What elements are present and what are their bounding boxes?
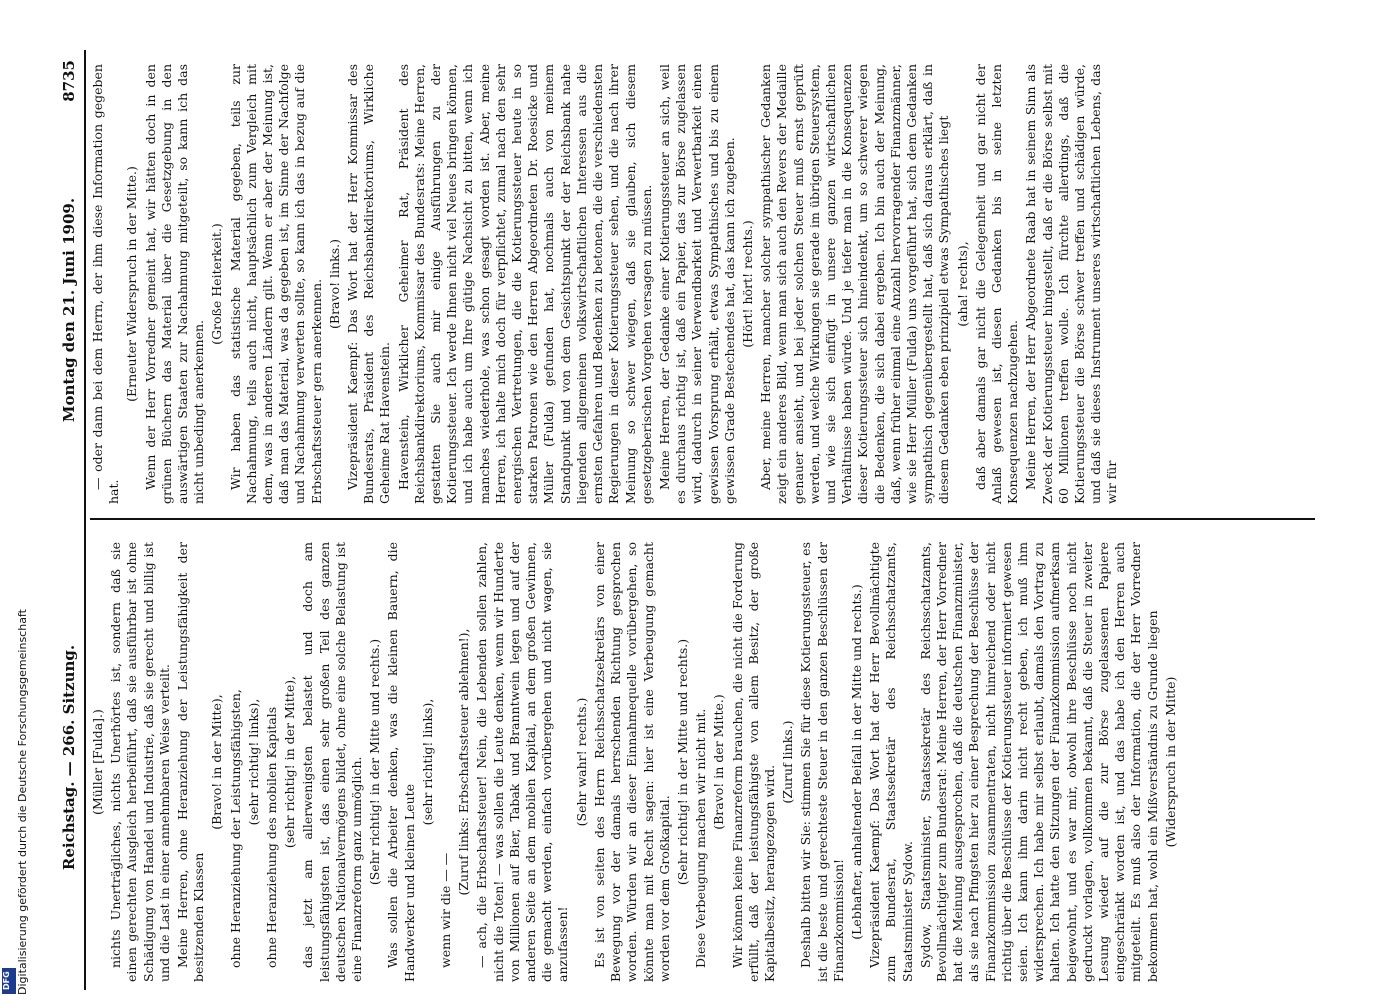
dfg-logo (2, 968, 16, 994)
digitization-credit-text: Digitalisierung gefördert durch die Deutsche Forschungsgemeinschaft (16, 609, 29, 995)
paragraph: Deshalb bitten wir Sie: stimmen Sie für diese Kotierungssteuer, es ist die beste und gerechteste Steuer in den ganzen Beschlüssen der Finanzkommission! (798, 542, 846, 982)
paragraph: Aber, meine Herren, mancher solcher sympathischer Gedanken zeigt ein anderes Bild, wenn man sich auch den Revers der Medaille genauer ansieht, und bei jeder solchen Steuer muß ernst geprüft werden, und welche Wirkungen sie gerade im übrigen Steuersystem, und wie sie sich einfügt in unsere ganzen wirtschaftlichen Verhältnisse haben würde. Und je tiefer man in die Konsequenzen dieser Kotierungssteuer sich hineindenkt, um so schwerer wiegen die Bedenken, die sich dabei ergeben. Ich bin auch der Meinung, daß, wenn früher einmal eine Anzahl hervorragender Finanzmänner, wie sie Herr Müller (Fulda) uns vorgeführt hat, sich dem Gedanken sympathisch gegenübergestellt hat, daß sich daraus erklärt, daß in diesem Gedanken eben prinzipiell etwas Sympathisches liegt (758, 64, 952, 504)
header-right-text: Montag den 21. Juni 1909. (60, 197, 78, 423)
paragraph: wenn wir die — — (438, 852, 454, 968)
speaker-continuation: (Müller [Fulda].) (90, 709, 105, 815)
paragraph: Vizepräsident Kaempf: Das Wort hat der Herr Bevollmächtigte zum Bundesrat, Staatssekretär des Reichsschatzamts, Staatsminister Sydow. (867, 542, 915, 982)
header-left-text: Reichstag. — 266. Sitzung. (60, 644, 78, 871)
paragraph: (Hört! hört! rechts.) (739, 220, 755, 348)
dfg-logo-text: DFG (2, 971, 11, 990)
paragraph: (aha! rechts), (954, 241, 970, 327)
paragraph: (sehr richtig! in der Mitte), (282, 675, 298, 849)
paragraph: Wir können keine Finanzreform brauchen, die nicht die Forderung erfüllt, daß der leistungsfähigste von allem Besitz, der große Kapitalbesitz, herangezogen wird. (729, 542, 777, 982)
paragraph: Vizepräsident Kaempf: Das Wort hat der Herr Kommissar des Bundesrats, Präsident des Reichsbankdirektoriums, Wirkliche Geheime Rat Havenstein. (345, 64, 393, 504)
paragraph: — oder dann bei dem Herrn, der ihm diese Information gegeben hat. (90, 64, 122, 504)
paragraph: nichts Unerträgliches, nichts Unerhörtes ist, sondern daß sie einen gerechten Ausgleich herbeiführt, daß sie ausführbar ist ohne Schädigung von Handel und Industrie, daß sie gerecht und billig ist und die Last in einer annehmbaren Weise verteilt. (108, 542, 172, 982)
paragraph: Sydow, Staatsminister, Staatssekretär des Reichsschatzamts, Bevollmächtigter zum Bundesrat: Meine Herren, der Herr Vorredner hat die Meinung ausgesprochen, daß die deutschen Finanzminister, als sie nach Pfingsten hier zu einer Besprechung der Beschlüsse der Finanzkommission zusammentraten, nicht hinreichend oder nicht richtig über die Beschlüsse der Kotierungssteuer informiert gewesen seien. Ich kann ihm darin nicht recht geben, ich muß ihm widersprechen. Ich habe mir selbst erlaubt, damals den Vortrag zu halten. Ich hatte den Sitzungen der Finanzkommission aufmerksam beigewohnt, und es war mir, obwohl ihre Beschlüsse noch nicht gedruckt vorlagen, vollkommen bekannt, daß die Steuer in zweiter Lesung wieder auf die zur Börse zugelassenen Papiere eingeschränkt worden ist, und das habe ich den Herren auch mitgeteilt. Es muß also der Information, die der Herr Vorredner bekommen hat, wohl ein Mißverständnis zu Grunde liegen (917, 542, 1160, 982)
paragraph: ohne Heranziehung des mobilen Kapitals (264, 706, 280, 968)
paragraph: (Große Heiterkeit.) (209, 223, 225, 345)
paragraph: (Lebhafter, anhaltender Beifall in der Mitte und rechts.) (848, 584, 864, 940)
paragraph: (Sehr wahr! rechts.) (573, 697, 589, 827)
paragraph: Meine Herren, der Herr Abgeordnete Raab hat in seinem Sinn als Zweck der Kotierungssteuer hingestellt, daß er die Börse selbst mit 60 Millionen treffen wolle. Ich fürchte allerdings, daß die Kotierungssteuer die Börse schwer treffen und schädigen würde, und daß sie dieses Instrument unseres wirtschaftlichen Lebens, das wir für (1023, 64, 1120, 504)
paragraph: (Zuruf links.) (780, 720, 796, 804)
paragraph: Havenstein, Wirklicher Geheimer Rat, Präsident des Reichsbankdirektoriums, Kommissar des Bundesrats: Meine Herren, gestatten Sie auch mir einige Ausführungen zu der Kotierungssteuer. Ich werde Ihnen nicht viel Neues bringen können, und ich habe auch um Ihre gütige Nachsicht zu bitten, wenn ich manches wiederhole, was schon gesagt worden ist. Aber, meine Herren, ich halte mich doch für verpflichtet, zumal nach den sehr energischen Vertretungen, die die Kotierungssteuer heute in so starken Patronen wie den Herren Abgeordneten Dr. Roesicke und Müller (Fulda) gefunden hat, nochmals auch von meinem Standpunkt und von dem Gesichtspunkt der der Reichsbank nahe liegenden allgemeinen volkswirtschaftlichen Interessen aus die ernsten Gefahren und Bedenken zu betonen, die die verschiedensten Regierungen in dieser Kotierungssteuer sehen, und die nach ihrer Meinung so schwer wiegen, daß sie glauben, sich diesem gesetzgeberischen Vorgehen versagen zu müssen. (395, 64, 654, 504)
rotated-document (60, 50, 1325, 990)
left-paragraphs (108, 542, 1179, 982)
paragraph: das jetzt am allerwenigsten belastet und doch am leistungsfähigsten ist, das einen sehr großen Teil des ganzen deutschen Nationalvermögens bildet, ohne eine solche Belastung ist eine Finanzreform ganz unmöglich. (300, 542, 365, 982)
page-number: 8735 (60, 60, 78, 102)
paragraph: (Bravo! in der Mitte), (209, 694, 225, 830)
paragraph: (Zuruf links: Erbschaftssteuer ablehnen!), (456, 628, 472, 896)
paragraph: daß aber damals gar nicht die Gelegenheit und gar nicht der Anlaß gewesen ist, diesen Gedanken bis in seine letzten Konsequenzen nachzugehen. (972, 64, 1021, 504)
digitization-credit (2, 605, 29, 995)
paragraph: (sehr richtig! links), (245, 698, 261, 826)
running-header (60, 50, 86, 990)
paragraph: Was sollen die Arbeiter denken, was die kleinen Bauern, die Handwerker und kleinen Leute (385, 542, 417, 982)
paragraph: Meine Herren, der Gedanke einer Kotierungssteuer an sich, weil es durchaus richtig ist, daß ein Papier, das zur Börse zugelassen wird, dadurch in seiner Verwendbarkeit und Verwertbarkeit einen gewissen Vorsprung erhält, etwas Sympathisches und bis zu einem gewissen Grade Bestechendes hat, das kann ich zugeben. (656, 64, 737, 504)
paragraph: (Erneuter Widerspruch in der Mitte.) (124, 166, 140, 402)
header-rule (84, 50, 86, 990)
paragraph: Diese Verbeugung machen wir nicht mit. (693, 708, 709, 968)
left-column (90, 542, 1181, 982)
right-column (90, 64, 1123, 504)
paragraph: Wenn der Herr Vorredner gemeint hat, wir hätten doch in den grünen Büchern das Material über die Gesetzgebung in den auswärtigen Staaten zur Nachahmung mitgeteilt, so kann ich das nicht unbedingt anerkennen. (142, 64, 207, 504)
paragraph: — ach, die Erbschaftssteuer! Nein, die Lebenden sollen zahlen, nicht die Toten! — was sollen die Leute denken, wenn wir Hunderte von Millionen auf Bier, Tabak und Branntwein legen und auf der anderen Seite an dem mobilen Kapital, an dem großen Gewinnen, die gemacht werden, einfach vorübergehen und nicht wagen, sie anzufassen! (474, 542, 571, 982)
paragraph: (Bravo! in der Mitte.) (711, 694, 727, 830)
paragraph: (Sehr richtig! in der Mitte und rechts.) (367, 638, 383, 886)
paragraph: (Widerspruch in der Mitte) (1162, 676, 1178, 848)
paragraph: Meine Herren, ohne Heranziehung der Leistungsfähigkeit der besitzenden Klassen (175, 542, 207, 982)
paragraph: (sehr richtig! links), (419, 698, 435, 826)
right-paragraphs (90, 64, 1121, 504)
column-divider (90, 518, 1315, 520)
paragraph: Es ist von seiten des Herrn Reichsschatzsekretärs von einer Bewegung vor der damals herrschenden Richtung gesprochen worden. Würden wir an dieser Einnahmequelle vorübergehen, so könnte man mit Recht sagen: hier ist eine Verbeugung gemacht worden vor dem Großkapital. (591, 542, 672, 982)
paragraph: (Bravo! links.) (326, 239, 342, 329)
paragraph: Wir haben das statistische Material gegeben, teils zur Nachahmung, teils auch nicht, hauptsächlich zum Vergleich mit dem, was in anderen Ländern gilt. Wenn er aber der Meinung ist, daß man das Material, was da gegeben ist, im Sinne der Nachfolge und Nachahmung verwerten sollte, so kann ich das in bezug auf die Erbschaftssteuer gern anerkennen. (227, 64, 324, 504)
paragraph: ohne Heranziehung der Leistungsfähigsten, (227, 689, 243, 968)
paragraph: (Sehr richtig! in der Mitte und rechts.) (674, 638, 690, 886)
